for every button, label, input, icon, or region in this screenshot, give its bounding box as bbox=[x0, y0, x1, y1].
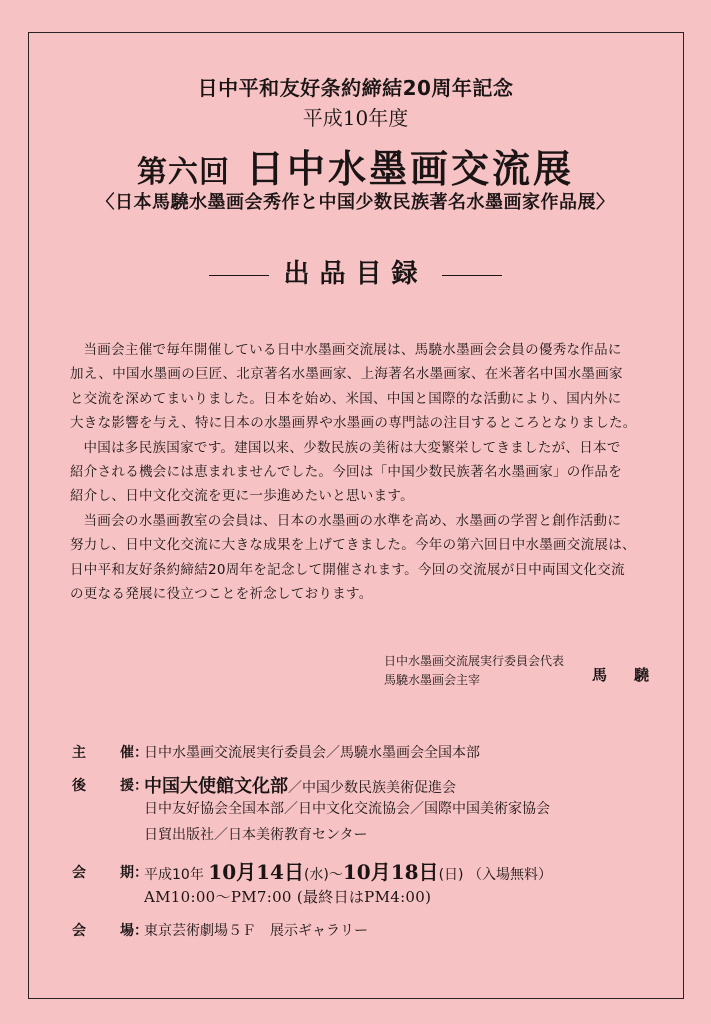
intro-line: 努力し、日中文化交流に大きな成果を上げてきました。今年の第六回日中水墨画交流展は、 bbox=[70, 537, 636, 554]
period-end: 10月18日 bbox=[342, 860, 439, 884]
period-tilde: ～ bbox=[328, 867, 343, 883]
support-line-1-rest: ／中国少数民族美術促進会 bbox=[288, 780, 456, 796]
venue-label: 会 場： bbox=[72, 923, 148, 939]
exhibition-title bbox=[0, 138, 711, 193]
period-start-day: (水) bbox=[303, 867, 329, 883]
title-number: 第六回 bbox=[136, 155, 230, 190]
intro-line: 日中平和友好条約締結20周年を記念して開催されます。今回の交流展が日中両国文化交流 bbox=[70, 561, 625, 578]
organizer-value: 日中水墨画交流展実行委員会／馬驍水墨画会全国本部 bbox=[144, 745, 480, 761]
introduction-text bbox=[70, 338, 650, 606]
intro-line: 中国は多民族国家です。建国以来、少数民族の美術は大変繁栄してきましたが、日本で bbox=[83, 439, 621, 456]
venue-value: 東京芸術劇場５Ｆ 展示ギャラリー bbox=[144, 923, 368, 939]
support-line-2: 日中友好協会全国本部／日中文化交流協会／国際中国美術家協会 bbox=[144, 801, 550, 817]
intro-line: の更なる発展に役立つことを祈念しております。 bbox=[70, 586, 373, 603]
organizer-row bbox=[72, 742, 148, 762]
support-row bbox=[72, 775, 148, 795]
exhibition-subtitle: 〈日本馬驍水墨画会秀作と中国少数民族著名水墨画家作品展〉 bbox=[96, 192, 615, 213]
period-start: 10月14日 bbox=[208, 860, 304, 884]
period-row bbox=[72, 862, 148, 882]
intro-line: 紹介される機会には恵まれませんでした。今回は「中国少数民族著名水墨画家」の作品を bbox=[70, 464, 622, 481]
signature-titles bbox=[384, 652, 564, 690]
venue-row bbox=[72, 920, 148, 940]
intro-line: 加え、中国水墨画の巨匠、北京著名水墨画家、上海著名水墨画家、在米著名中国水墨画家 bbox=[70, 366, 623, 383]
period-prefix: 平成10年 bbox=[144, 867, 204, 883]
title-main: 日中水墨画交流展 bbox=[245, 146, 574, 191]
intro-line: 大きな影響を与え、特に日本の水墨画界や水墨画の専門誌の注目するところとなりました。 bbox=[70, 415, 637, 432]
catalog-label: 出品目録 bbox=[283, 259, 428, 289]
signature-name: 馬 驍 bbox=[592, 666, 656, 684]
signature-title-1: 日中水墨画交流展実行委員会代表 bbox=[384, 654, 565, 668]
support-line-1 bbox=[144, 772, 456, 798]
catalog-heading bbox=[0, 253, 711, 290]
support-line-3: 日貿出版社／日本美術教育センター bbox=[144, 827, 368, 843]
right-rule bbox=[442, 275, 502, 276]
period-note: （入場無料） bbox=[467, 867, 552, 883]
left-rule bbox=[209, 275, 269, 276]
support-highlight: 中国大使館文化部 bbox=[144, 776, 288, 797]
period-label: 会 期： bbox=[72, 865, 148, 881]
intro-line: 当画会の水墨画教室の会員は、日本の水墨画の水準を高め、水墨画の学習と創作活動に bbox=[83, 512, 622, 529]
signature-title-2: 馬驍水墨画会主宰 bbox=[384, 673, 481, 687]
organizer-label: 主 催： bbox=[72, 745, 148, 761]
period-value bbox=[144, 856, 552, 885]
support-label: 後 援： bbox=[72, 778, 148, 794]
period-end-day: (日) bbox=[438, 867, 464, 883]
fiscal-year-heading: 平成10年度 bbox=[302, 106, 409, 130]
intro-line: 当画会主催で毎年開催している日中水墨画交流展は、馬驍水墨画会会員の優秀な作品に bbox=[83, 342, 622, 358]
intro-line: と交流を深めてまいりました。日本を始め、米国、中国と国際的な活動により、国内外に bbox=[70, 390, 622, 407]
anniversary-heading: 日中平和友好条約締結20周年記念 bbox=[197, 76, 514, 100]
intro-line: 紹介し、日中文化交流を更に一歩進めたいと思います。 bbox=[70, 488, 414, 505]
period-time: AM10:00～PM7:00 (最終日はPM4:00) bbox=[144, 888, 432, 906]
